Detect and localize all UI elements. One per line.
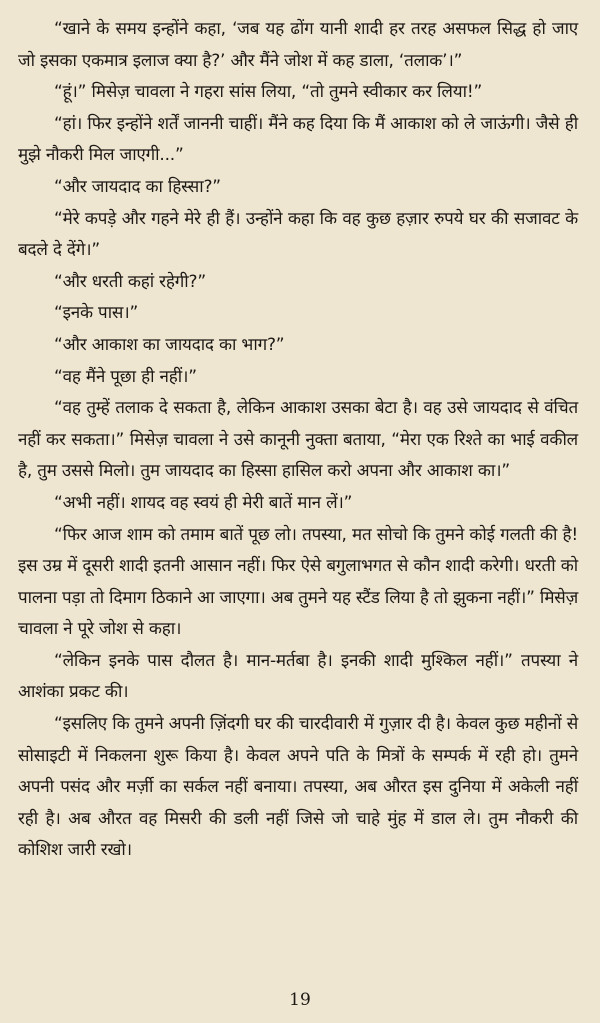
paragraph: “हूं।” मिसेज़ चावला ने गहरा सांस लिया, “तो तुमने स्वीकार कर लिया!” xyxy=(54,82,483,103)
paragraph: “लेकिन इनके पास दौलत है। मान-मर्तबा है। इनकी शादी मुश्किल नहीं।” तपस्या ने आशंका प्रकट की। xyxy=(18,650,578,703)
paragraph: “अभी नहीं। शायद वह स्वयं ही मेरी बातें मान लें।” xyxy=(54,492,353,513)
paragraph: “और धरती कहां रहेगी?” xyxy=(54,271,206,292)
paragraph: “फिर आज शाम को तमाम बातें पूछ लो। तपस्या, मत सोचो कि तुमने कोई गलती की है! इस उम्र में दूसरी शादी इतनी आसान नहीं। फिर ऐसे बगुलाभगत से कौन शादी करेगी। धरती को पालना पड़ा तो दिमाग ठिकाने आ जाएगा। अब तुमने यह स्टैंड लिया है तो झुकना नहीं।” मिसेज़ चावला ने पूरे जोश से कहा। xyxy=(18,524,578,640)
page-body-text xyxy=(18,14,578,867)
paragraph: “मेरे कपड़े और गहने मेरे ही हैं। उन्होंने कहा कि वह कुछ हज़ार रुपये घर की सजावट के बदले दे देंगे।” xyxy=(18,208,578,261)
paragraph: “इसलिए कि तुमने अपनी ज़िंदगी घर की चारदीवारी में गुज़ार दी है। केवल कुछ महीनों से सोसाइटी में निकलना शुरू किया है। केवल अपने पति के मित्रों के सम्पर्क में रही हो। तुमने अपनी पसंद और मर्ज़ी का सर्कल नहीं बनाया। तपस्या, अब औरत इस दुनिया में अकेली नहीं रही है। अब औरत वह मिसरी की डली नहीं जिसे जो चाहे मुंह में डाल ले। तुम नौकरी की कोशिश जारी रखो। xyxy=(18,714,578,861)
paragraph: “हां। फिर इन्होंने शर्तें जाननी चाहीं। मैंने कह दिया कि मैं आकाश को ले जाऊंगी। जैसे ही मुझे नौकरी मिल जाएगी...” xyxy=(18,113,578,166)
paragraph: “वह मैंने पूछा ही नहीं।” xyxy=(54,366,197,387)
paragraph: “और जायदाद का हिस्सा?” xyxy=(54,176,221,197)
paragraph: “खाने के समय इन्होंने कहा, ‘जब यह ढोंग यानी शादी हर तरह असफल सिद्ध हो जाए जो इसका एकमात्र इलाज क्या है?’ और मैंने जोश में कह डाला, ‘तलाक’।” xyxy=(18,19,578,71)
paragraph: “इनके पास।” xyxy=(54,303,139,324)
paragraph: “वह तुम्हें तलाक दे सकता है, लेकिन आकाश उसका बेटा है। वह उसे जायदाद से वंचित नहीं कर सकता।” मिसेज़ चावला ने उसे कानूनी नुक्ता बताया, “मेरा एक रिश्ते का भाई वकील है, तुम उससे मिलो। तुम जायदाद का हिस्सा हासिल करो अपना और आकाश का।” xyxy=(18,398,578,482)
page-number: 19 xyxy=(289,990,311,1010)
paragraph: “और आकाश का जायदाद का भाग?” xyxy=(54,334,285,355)
